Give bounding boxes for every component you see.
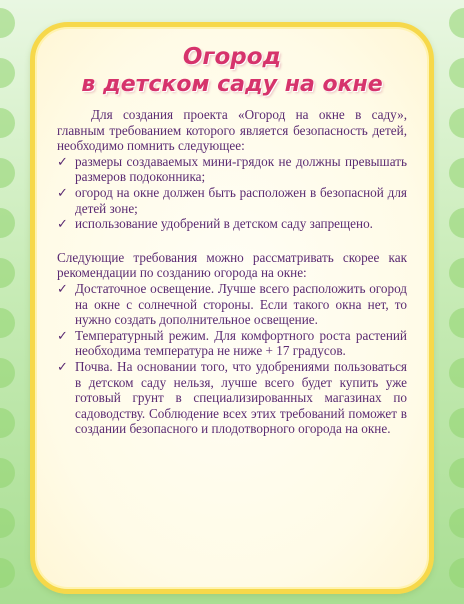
list-item	[57, 328, 407, 359]
page-title: Огород	[182, 44, 282, 70]
list-item	[57, 281, 407, 328]
right-dot-border	[438, 0, 464, 604]
checkmark-icon: ✓	[57, 184, 68, 200]
checkmark-icon: ✓	[57, 280, 68, 296]
recommendations-list	[57, 281, 407, 437]
checkmark-icon: ✓	[57, 327, 68, 343]
requirements-list	[57, 154, 407, 232]
list-item	[57, 185, 407, 216]
list-item	[57, 359, 407, 437]
recommendation-text: Почва. На основании того, что удобрениями пользоваться в детском саду нельзя, лучше всего будет купить уже готовый грунт в специализированных магазинах по садоводству. Соблюдение всех этих требований поможет в создании безопасного и плодотворного огорода на окне.	[75, 358, 407, 437]
intro-paragraph: Для создания проекта «Огород на окне в саду», главным требованием которого является безопасность детей, необходимо помнить следующее:	[57, 107, 407, 154]
recommendation-text: Достаточное освещение. Лучше всего расположить огород на окне с солнечной стороны. Если такого окна нет, то нужно создать дополнительное освещение.	[75, 280, 407, 328]
recommendation-text: Температурный режим. Для комфортного роста растений необходима температура не ниже + 17 градусов.	[75, 327, 407, 359]
checkmark-icon: ✓	[57, 153, 68, 169]
page-subtitle: в детском саду на окне	[81, 72, 383, 97]
requirement-text: размеры создаваемых мини-грядок не должны превышать размеров подоконника;	[75, 153, 407, 185]
requirement-text: огород на окне должен быть расположен в безопасной для детей зоне;	[75, 184, 407, 216]
body-text	[35, 107, 429, 437]
list-item	[57, 216, 407, 232]
checkmark-icon: ✓	[57, 358, 68, 374]
left-dot-border	[0, 0, 26, 604]
checkmark-icon: ✓	[57, 216, 68, 232]
recommendations-intro: Следующие требования можно рассматривать скорее как рекомендации по созданию огорода на окне:	[57, 249, 407, 281]
requirement-text: использование удобрений в детском саду запрещено.	[75, 216, 373, 232]
list-item	[57, 154, 407, 185]
content-card	[30, 22, 434, 594]
